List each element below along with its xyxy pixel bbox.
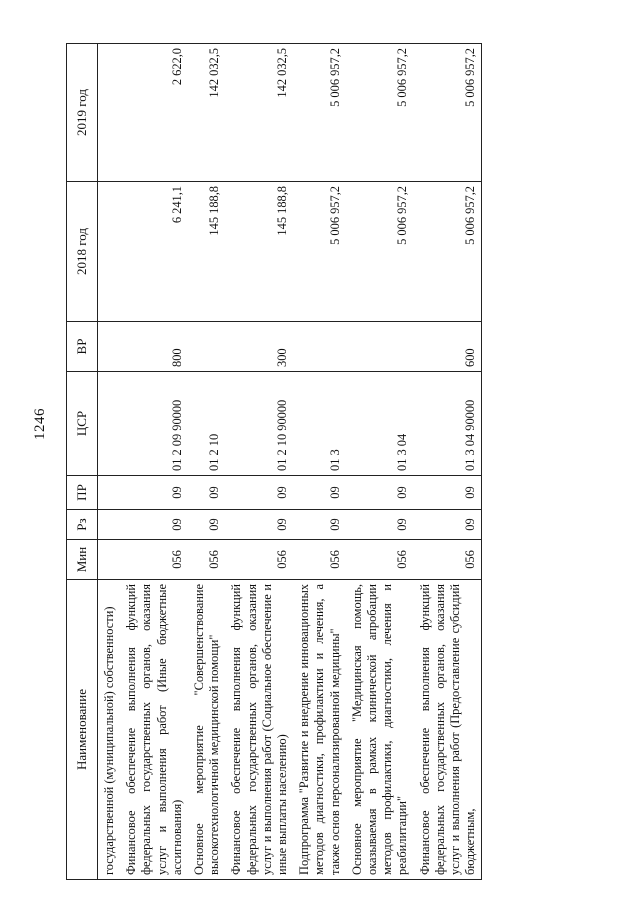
row-2018: 5 006 957,2 (414, 182, 482, 322)
row-min (98, 540, 121, 580)
budget-table (66, 43, 482, 880)
table-header-row (67, 44, 98, 880)
row-name: Финансовое обеспечение выполнения функций федеральных государственных органов, оказания услуг и выполнения работ (Иные бюджетные ассигнования) (120, 580, 188, 880)
table-row (188, 44, 225, 880)
row-name: государственной (муниципальной) собственности) (98, 580, 121, 880)
row-2018: 6 241,1 (120, 182, 188, 322)
row-2018: 145 188,8 (225, 182, 293, 322)
row-pr: 09 (293, 476, 346, 510)
row-2019: 142 032,5 (225, 44, 293, 182)
row-name: Основное мероприятие "Медицинская помощь, оказываемая в рамках клинической апробации методов профилактики, диагностики, лечения и реабилитации" (346, 580, 414, 880)
row-rz: 09 (225, 510, 293, 540)
row-csr: 01 3 04 90000 (414, 372, 482, 476)
row-2019 (98, 44, 121, 182)
row-min: 056 (414, 540, 482, 580)
row-pr: 09 (188, 476, 225, 510)
table-row (346, 44, 414, 880)
row-vr (293, 322, 346, 372)
row-vr: 300 (225, 322, 293, 372)
header-2019: 2019 год (67, 44, 98, 182)
header-name: Наименование (67, 580, 98, 880)
page-number: 1246 (32, 408, 48, 440)
row-rz: 09 (414, 510, 482, 540)
row-pr: 09 (414, 476, 482, 510)
table-row (120, 44, 188, 880)
row-2019: 5 006 957,2 (293, 44, 346, 182)
table-row (293, 44, 346, 880)
row-vr (346, 322, 414, 372)
row-csr: 01 2 10 (188, 372, 225, 476)
row-2019: 2 622,0 (120, 44, 188, 182)
row-2018: 5 006 957,2 (293, 182, 346, 322)
row-csr: 01 2 09 90000 (120, 372, 188, 476)
row-name: Подпрограмма "Развитие и внедрение инновационных методов диагностики, профилактики и лечения, а также основ персонализированной медицины" (293, 580, 346, 880)
row-2018 (98, 182, 121, 322)
row-pr: 09 (225, 476, 293, 510)
header-min: Мин (67, 540, 98, 580)
row-min: 056 (293, 540, 346, 580)
header-csr: ЦСР (67, 372, 98, 476)
row-rz: 09 (346, 510, 414, 540)
row-min: 056 (225, 540, 293, 580)
row-name: Финансовое обеспечение выполнения функций федеральных государственных органов, оказания услуг и выполнения работ (Предоставление субсидий бюджетным, (414, 580, 482, 880)
row-csr: 01 3 (293, 372, 346, 476)
row-rz (98, 510, 121, 540)
table-row (98, 44, 121, 880)
row-min: 056 (120, 540, 188, 580)
row-2019: 5 006 957,2 (414, 44, 482, 182)
row-min: 056 (188, 540, 225, 580)
row-pr: 09 (120, 476, 188, 510)
row-min: 056 (346, 540, 414, 580)
row-name: Финансовое обеспечение выполнения функций федеральных государственных органов, оказания услуг и выполнения работ (Социальное обеспечение и иные выплаты населению) (225, 580, 293, 880)
row-vr: 800 (120, 322, 188, 372)
header-vr: ВР (67, 322, 98, 372)
row-vr: 600 (414, 322, 482, 372)
header-rz: Рз (67, 510, 98, 540)
row-rz: 09 (293, 510, 346, 540)
table-row (414, 44, 482, 880)
row-rz: 09 (188, 510, 225, 540)
table-row (225, 44, 293, 880)
row-2018: 5 006 957,2 (346, 182, 414, 322)
row-name: Основное мероприятие "Совершенствование высокотехнологичной медицинской помощи" (188, 580, 225, 880)
row-2019: 5 006 957,2 (346, 44, 414, 182)
row-csr: 01 3 04 (346, 372, 414, 476)
row-pr: 09 (346, 476, 414, 510)
row-pr (98, 476, 121, 510)
header-2018: 2018 год (67, 182, 98, 322)
row-csr (98, 372, 121, 476)
row-2019: 142 032,5 (188, 44, 225, 182)
rotated-page (32, 40, 600, 880)
header-pr: ПР (67, 476, 98, 510)
row-vr (98, 322, 121, 372)
row-vr (188, 322, 225, 372)
row-csr: 01 2 10 90000 (225, 372, 293, 476)
row-rz: 09 (120, 510, 188, 540)
row-2018: 145 188,8 (188, 182, 225, 322)
